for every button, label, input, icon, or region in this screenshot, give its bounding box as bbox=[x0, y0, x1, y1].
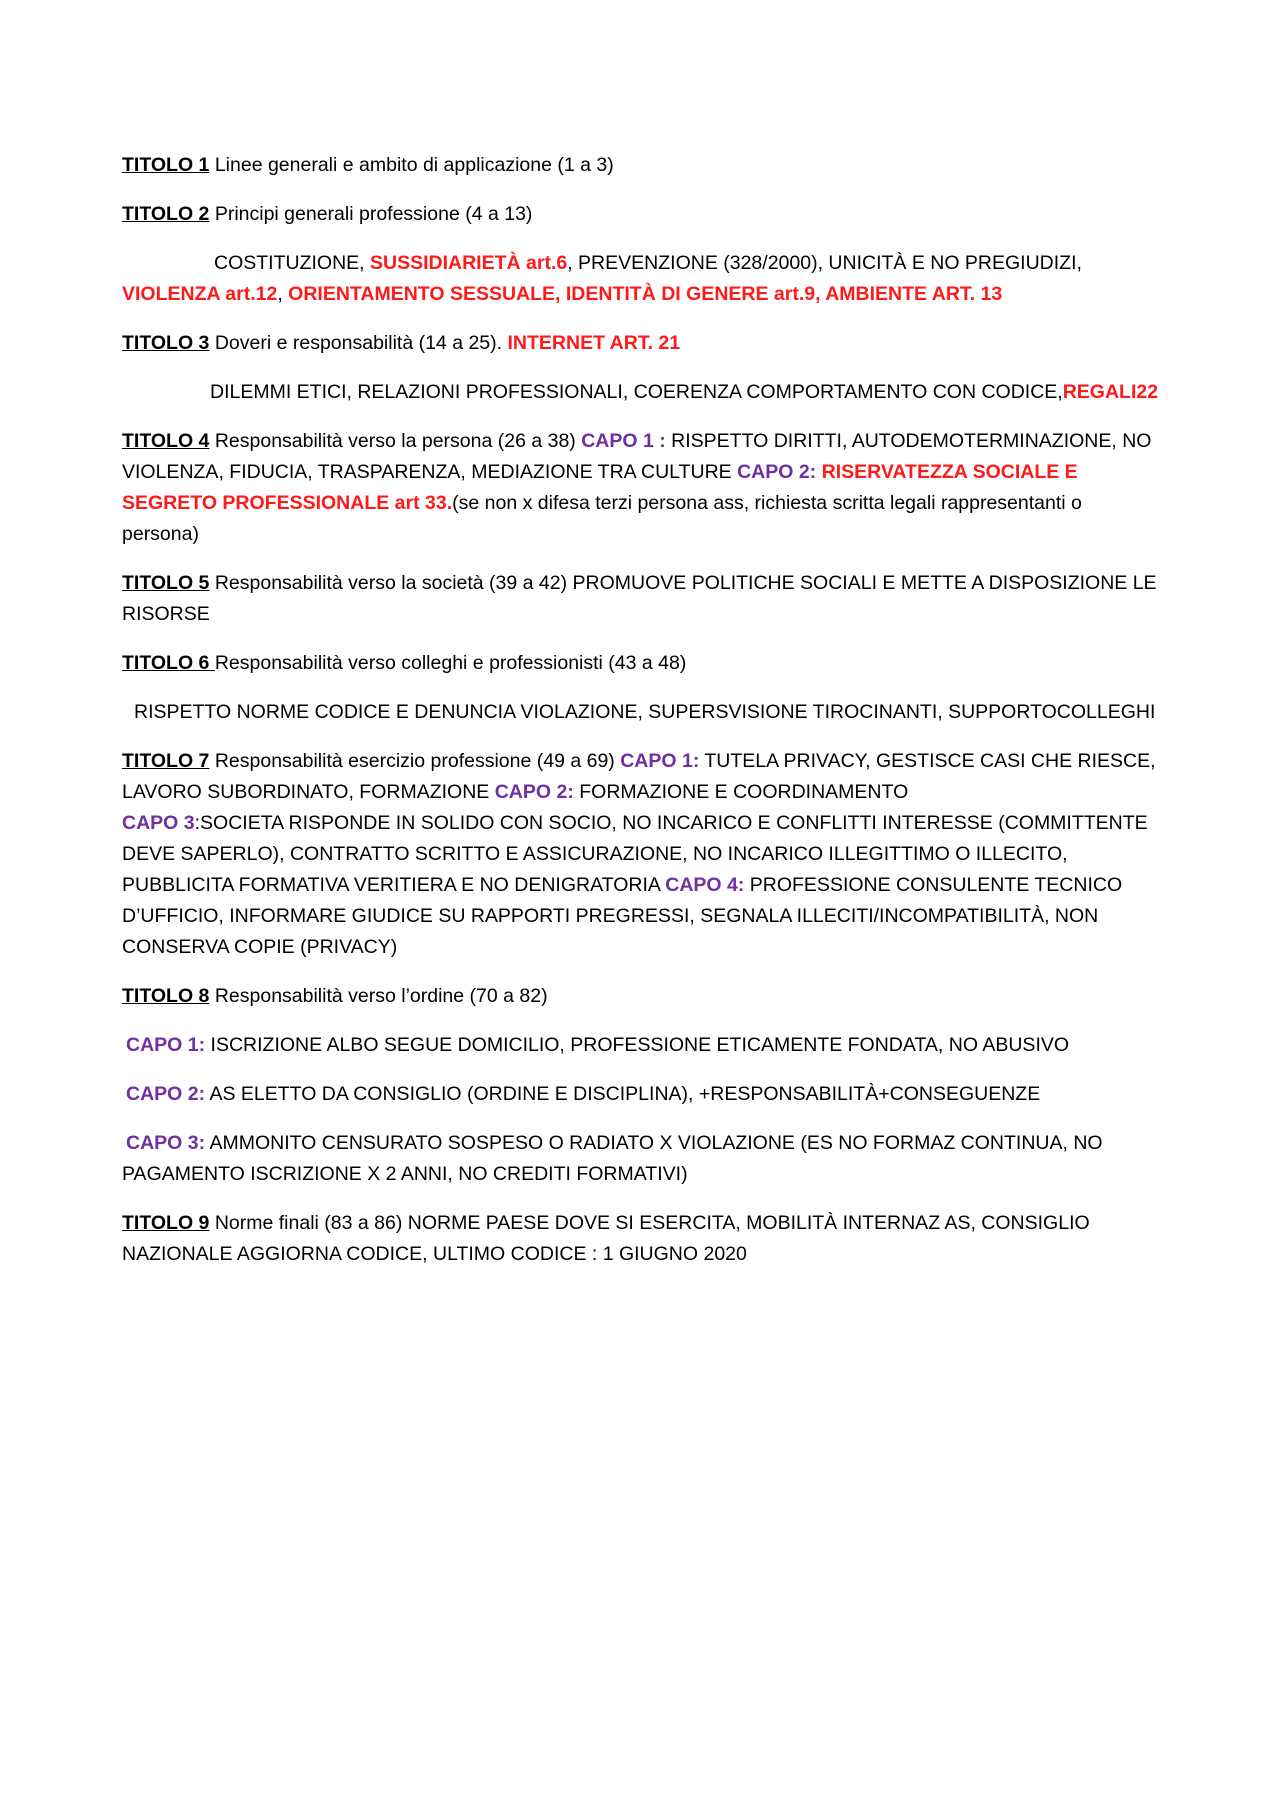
titolo-6-text: Responsabilità verso colleghi e professionisti (43 a 48) bbox=[214, 652, 687, 674]
titolo-4-capo-1: CAPO 1 : bbox=[581, 430, 666, 452]
titolo-5-label: TITOLO 5 bbox=[122, 572, 210, 594]
titolo-8-text: Responsabilità verso l’ordine (70 a 82) bbox=[209, 985, 548, 1007]
document-body bbox=[122, 150, 1162, 1288]
titolo-7-detail-c: :SOCIETA RISPONDE IN SOLIDO CON SOCIO, NO INCARICO E CONFLITTI INTERESSE (COMMITTENTE DEVE SAPERLO), CONTRATTO SCRITTO E ASSICURAZIONE, NO INCARICO ILLEGITTIMO O ILLECITO, PUBBLICITA FORMATIVA VERITIERA E NO DENIGRATORIA bbox=[122, 812, 1148, 896]
titolo-6-detail-a: RISPETTO NORME CODICE E DENUNCIA VIOLAZIONE, SUPERSVISIONE TIROCINANTI, SUPPORTOCOLLEGHI bbox=[134, 701, 1156, 723]
titolo-7-capo-1: CAPO 1: bbox=[620, 750, 700, 772]
titolo-8-capo-3: CAPO 3: bbox=[126, 1132, 206, 1154]
titolo-5-paragraph bbox=[122, 568, 1162, 630]
titolo-3-label: TITOLO 3 bbox=[122, 332, 210, 354]
titolo-8-paragraph bbox=[122, 981, 1162, 1012]
titolo-2-label: TITOLO 2 bbox=[122, 203, 210, 225]
titolo-6-details bbox=[122, 697, 1162, 728]
titolo-8-capo-3-paragraph bbox=[122, 1128, 1162, 1190]
titolo-7-capo-3: CAPO 3 bbox=[122, 812, 195, 834]
titolo-8-detail-b: AS ELETTO DA CONSIGLIO (ORDINE E DISCIPLINA), +RESPONSABILITÀ+CONSEGUENZE bbox=[205, 1083, 1041, 1105]
riservatezza-highlight: RISERVATEZZA SOCIALE E SEGRETO PROFESSIONALE art 33. bbox=[122, 461, 1078, 514]
titolo-8-label: TITOLO 8 bbox=[122, 985, 210, 1007]
titolo-8-detail-c: AMMONITO CENSURATO SOSPESO O RADIATO X VIOLAZIONE (ES NO FORMAZ CONTINUA, NO PAGAMENTO ISCRIZIONE X 2 ANNI, NO CREDITI FORMATIVI) bbox=[122, 1132, 1103, 1185]
titolo-4-detail-a: RISPETTO DIRITTI, AUTODEMOTERMINAZIONE, NO VIOLENZA, FIDUCIA, TRASPARENZA, MEDIAZIONE TRA CULTURE bbox=[122, 430, 1152, 483]
titolo-7-capo-4: CAPO 4: bbox=[665, 874, 745, 896]
titolo-3-detail-a: DILEMMI ETICI, RELAZIONI PROFESSIONALI, COERENZA COMPORTAMENTO CON CODICE, bbox=[210, 381, 1063, 403]
titolo-1-label: TITOLO 1 bbox=[122, 154, 210, 176]
titolo-2-details bbox=[122, 248, 1162, 279]
orientamento-highlight: ORIENTAMENTO SESSUALE, IDENTITÀ DI GENERE art.9, AMBIENTE ART. 13 bbox=[288, 283, 1003, 305]
titolo-7-label: TITOLO 7 bbox=[122, 750, 210, 772]
titolo-6-paragraph bbox=[122, 648, 1162, 679]
titolo-1-paragraph bbox=[122, 150, 1162, 181]
titolo-7-text: Responsabilità esercizio professione (49 a 69) bbox=[209, 750, 621, 772]
titolo-4-label: TITOLO 4 bbox=[122, 430, 210, 452]
titolo-2-detail-e: , bbox=[277, 283, 289, 305]
violenza-highlight: VIOLENZA art.12 bbox=[122, 283, 278, 305]
titolo-7-detail-a: TUTELA PRIVACY, GESTISCE CASI CHE RIESCE, LAVORO SUBORDINATO, FORMAZIONE bbox=[122, 750, 1156, 803]
titolo-2-text: Principi generali professione (4 a 13) bbox=[209, 203, 533, 225]
titolo-2-details-cont bbox=[122, 279, 1162, 310]
titolo-7-detail-d: PROFESSIONE CONSULENTE TECNICO D’UFFICIO, INFORMARE GIUDICE SU RAPPORTI PREGRESSI, SEGNALA ILLECITI/INCOMPATIBILITÀ, NON CONSERVA COPIE (PRIVACY) bbox=[122, 874, 1123, 958]
titolo-4-capo-2: CAPO 2: bbox=[737, 461, 817, 483]
titolo-8-capo-1: CAPO 1: bbox=[126, 1034, 206, 1056]
titolo-4-text: Responsabilità verso la persona (26 a 38) bbox=[209, 430, 582, 452]
titolo-5-text: Responsabilità verso la società (39 a 42) PROMUOVE POLITICHE SOCIALI E METTE A DISPOSIZIONE LE RISORSE bbox=[122, 572, 1157, 625]
titolo-4-paragraph bbox=[122, 426, 1162, 550]
titolo-7-capo-2: CAPO 2: bbox=[494, 781, 574, 803]
titolo-8-capo-1-paragraph bbox=[122, 1030, 1162, 1061]
titolo-3-details bbox=[122, 377, 1162, 408]
titolo-7-detail-b: FORMAZIONE E COORDINAMENTO bbox=[573, 781, 909, 803]
titolo-6-label: TITOLO 6 bbox=[122, 652, 215, 674]
titolo-3-text: Doveri e responsabilità (14 a 25). bbox=[209, 332, 508, 354]
titolo-8-detail-a: ISCRIZIONE ALBO SEGUE DOMICILIO, PROFESSIONE ETICAMENTE FONDATA, NO ABUSIVO bbox=[205, 1034, 1070, 1056]
titolo-2-detail-c: , PREVENZIONE (328/2000), UNICITÀ E NO PREGIUDIZI, bbox=[567, 252, 1082, 274]
titolo-9-paragraph bbox=[122, 1208, 1162, 1270]
regali-highlight: REGALI22 bbox=[1062, 381, 1159, 403]
titolo-1-text: Linee generali e ambito di applicazione (1 a 3) bbox=[209, 154, 614, 176]
titolo-9-label: TITOLO 9 bbox=[122, 1212, 210, 1234]
titolo-8-capo-2-paragraph bbox=[122, 1079, 1162, 1110]
titolo-3-paragraph bbox=[122, 328, 1162, 359]
internet-highlight: INTERNET ART. 21 bbox=[507, 332, 681, 354]
titolo-2-paragraph bbox=[122, 199, 1162, 230]
titolo-7-paragraph bbox=[122, 746, 1162, 963]
titolo-2-detail-a: COSTITUZIONE, bbox=[214, 252, 370, 274]
titolo-8-capo-2: CAPO 2: bbox=[126, 1083, 206, 1105]
titolo-9-text: Norme finali (83 a 86) NORME PAESE DOVE SI ESERCITA, MOBILITÀ INTERNAZ AS, CONSIGLIO NAZIONALE AGGIORNA CODICE, ULTIMO CODICE : 1 GIUGNO 2020 bbox=[122, 1212, 1090, 1265]
sussidiarieta-highlight: SUSSIDIARIETÀ art.6 bbox=[370, 252, 568, 274]
titolo-4-detail-c: (se non x difesa terzi persona ass, richiesta scritta legali rappresentanti o persona) bbox=[122, 492, 1082, 545]
